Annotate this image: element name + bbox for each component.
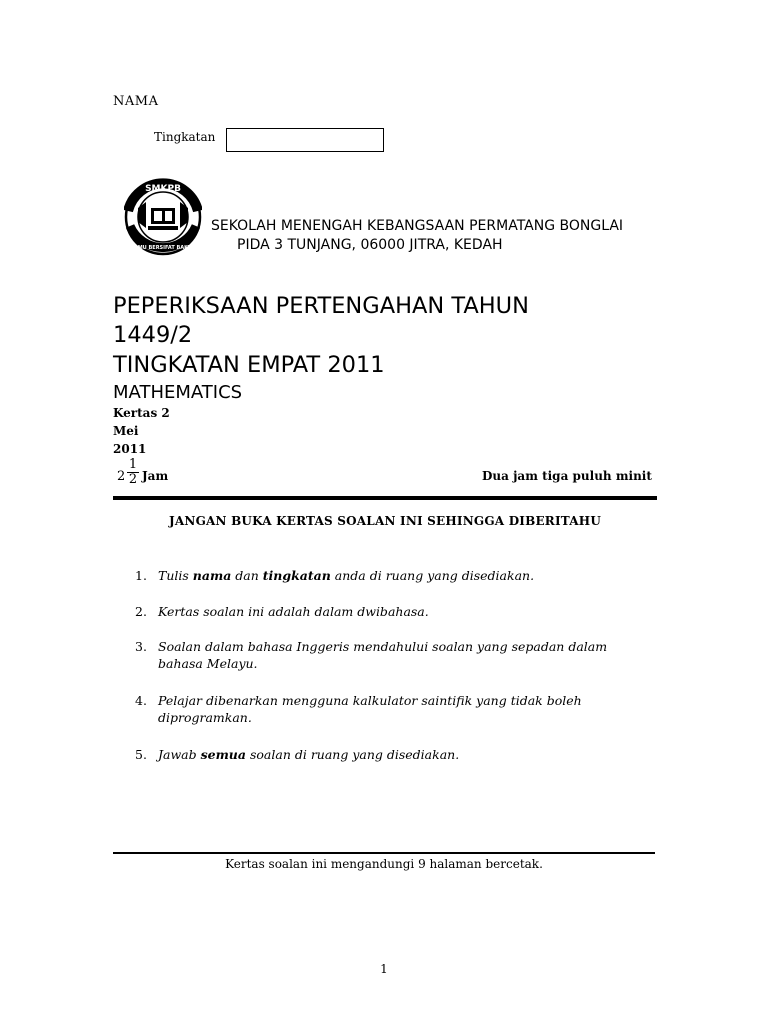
instruction-text: dan	[231, 568, 263, 583]
instruction-item	[135, 603, 655, 620]
instruction-number: 5.	[135, 747, 147, 762]
instruction-item	[135, 638, 655, 672]
instruction-bold: tingkatan	[262, 568, 331, 583]
instruction-item	[135, 692, 655, 726]
duration-fraction	[127, 458, 139, 487]
exam-title: PEPERIKSAAN PERTENGAHAN TAHUN	[113, 293, 529, 319]
school-name: SEKOLAH MENENGAH KEBANGSAAN PERMATANG BONGLAI	[211, 218, 624, 234]
page-number: 1	[380, 962, 388, 976]
crest-text-top: SMKPB	[145, 184, 181, 194]
duration-denominator: 2	[128, 472, 138, 487]
subject-title: MATHEMATICS	[113, 382, 243, 403]
duration-text: Dua jam tiga puluh minit	[482, 469, 652, 483]
instruction-text: Pelajar dibenarkan mengguna kalkulator saintifik yang tidak boleh diprogramkan.	[158, 693, 582, 725]
school-crest-icon	[124, 178, 202, 256]
instruction-number: 4.	[135, 693, 147, 708]
month-label: Mei	[113, 424, 139, 438]
instruction-text: Tulis	[158, 568, 193, 583]
tingkatan-field[interactable]	[226, 128, 384, 152]
warning-notice: JANGAN BUKA KERTAS SOALAN INI SEHINGGA DIBERITAHU	[169, 514, 601, 528]
tingkatan-label: Tingkatan	[154, 130, 216, 144]
exam-code: 1449/2	[113, 322, 193, 348]
instruction-item	[135, 567, 655, 584]
crest-text-bottom: ILMU BERSIFAT BAKTI	[132, 245, 194, 251]
exam-form: TINGKATAN EMPAT 2011	[113, 352, 385, 378]
instruction-number: 1.	[135, 568, 147, 583]
school-address: PIDA 3 TUNJANG, 06000 JITRA, KEDAH	[237, 237, 503, 253]
instruction-bold: semua	[200, 747, 246, 762]
instruction-bold: nama	[192, 568, 232, 583]
duration-numerator: 1	[128, 457, 138, 472]
year-label: 2011	[113, 442, 147, 456]
duration-whole: 2	[117, 469, 126, 484]
instruction-text: anda di ruang yang disediakan.	[330, 568, 535, 583]
instruction-item	[135, 746, 655, 763]
instruction-number: 2.	[135, 604, 147, 619]
paper-label: Kertas 2	[113, 406, 170, 420]
instruction-text: Kertas soalan ini adalah dalam dwibahasa.	[158, 604, 429, 619]
instruction-text: Jawab	[158, 747, 201, 762]
instruction-text: Soalan dalam bahasa Inggeris mendahului soalan yang sepadan dalam bahasa Melayu.	[158, 639, 608, 671]
instruction-text: soalan di ruang yang disediakan.	[246, 747, 460, 762]
page-count-note: Kertas soalan ini mengandungi 9 halaman bercetak.	[225, 857, 543, 871]
footer-divider	[113, 852, 655, 854]
duration-unit: Jam	[142, 469, 169, 483]
nama-label: NAMA	[113, 94, 159, 109]
header-divider	[113, 496, 657, 500]
instruction-number: 3.	[135, 639, 147, 654]
